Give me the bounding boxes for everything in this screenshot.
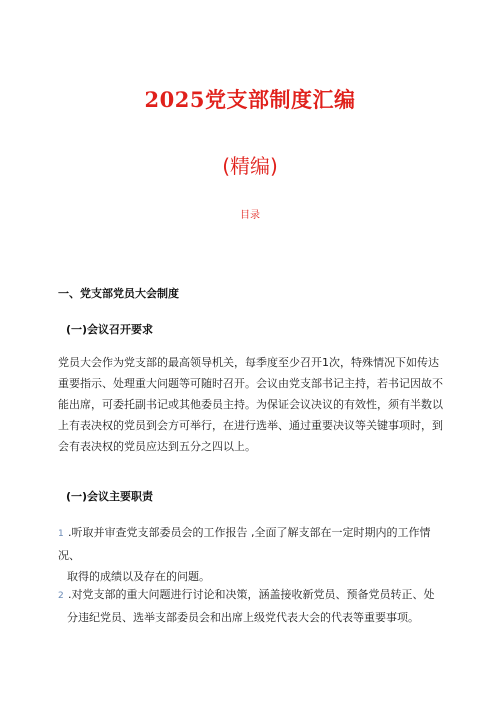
list-item bbox=[58, 584, 446, 628]
list-item-number: 1 bbox=[58, 529, 64, 539]
section-heading: 一、党支部党员大会制度 bbox=[58, 287, 179, 300]
subsection-heading-meeting-requirements: (一)会议召开要求 bbox=[66, 323, 154, 336]
paragraph-meeting-requirements: 党员大会作为党支部的最高领导机关，每季度至少召开1次，特殊情况下如传达重要指示、处理重大问题等可随时召开。会议由党支部书记主持，若书记因故不能出席，可委托副书记或其他委员主持。为保证会议决议的有效性，须有半数以上有表决权的党员到会方可举行，在进行选举、通过重要决议等关键事项时，到会有表决权的党员应达到五分之四以上。 bbox=[58, 356, 443, 453]
list-item-text: .听取并审查党支部委员会的工作报告 ,全面了解支部在一定时期内的工作情况、 bbox=[58, 526, 431, 562]
subsection-heading-main-duties: (一)会议主要职责 bbox=[66, 490, 154, 503]
document-subtitle: (精编) bbox=[222, 154, 278, 178]
list-item-number: 2 bbox=[58, 591, 64, 601]
document-title: 2025党支部制度汇编 bbox=[144, 87, 356, 112]
toc-label[interactable]: 目录 bbox=[240, 210, 260, 221]
list-item-text-continued: 分违纪党员、选举支部委员会和出席上级党代表大会的代表等重要事项。 bbox=[67, 611, 419, 624]
list-item bbox=[58, 522, 446, 587]
list-item-text-continued: 取得的成绩以及存在的问题。 bbox=[67, 570, 210, 583]
list-item-text: .对党支部的重大问题进行讨论和决策，涵盖接收新党员、预备党员转正、处 bbox=[68, 588, 435, 601]
